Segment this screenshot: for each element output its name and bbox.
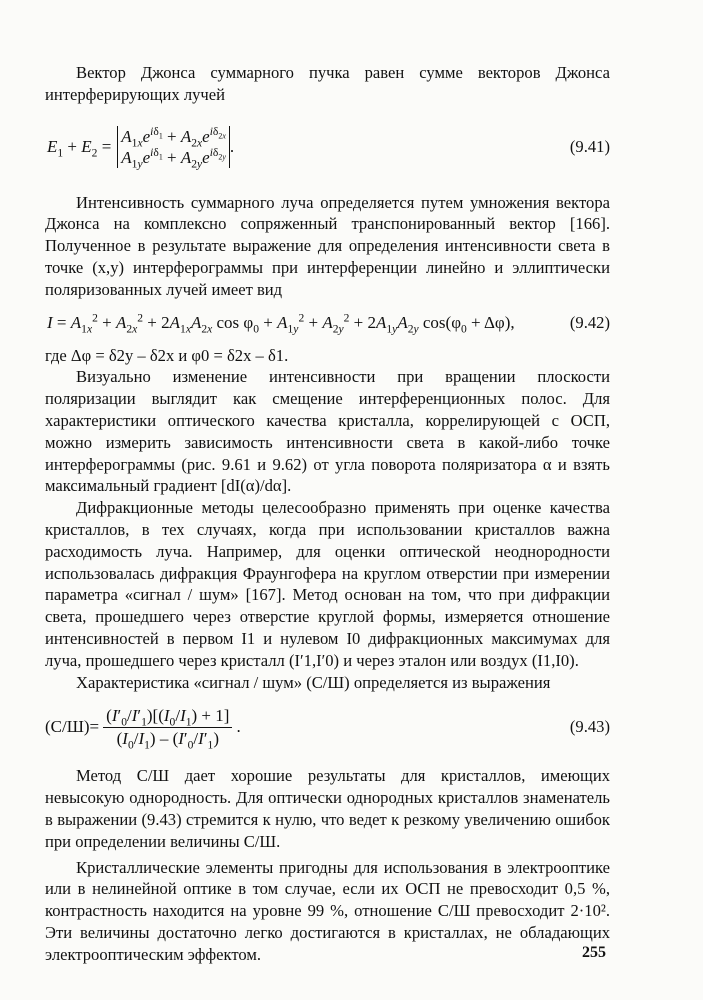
page-body [45, 62, 610, 966]
paragraph-snr-method: Метод С/Ш дает хорошие результаты для кристаллов, имеющих невысокую однородность. Для оптически однородных кристаллов знаменатель в выражении (9.43) стремится к нулю, что ведет к резкому увеличению ошибок при определении величины С/Ш. [45, 766, 610, 851]
paragraph-where-delta: где Δφ = δ2y – δ2x и φ0 = δ2x – δ1. [45, 345, 289, 365]
equation-9-43: (С/Ш) = $\frac{(I'_0/I'_1)[(I_0/I_1) + 1]}{(I_0/I_1) - (I'_0/I'_1)}$ . (9.43) [45, 705, 610, 752]
jones-vector-matrix: $A_{1x}e^{i\delta_1} + A_{2x}e^{i\delta_{2x}}$ $A_{1y}e^{i\delta_1} + A_{2y}e^{i\delta_{2y}}$ [117, 126, 230, 168]
paragraph-crystal-elements: Кристаллические элементы пригодны для использования в электрооптике или в нелинейной оптике в том случае, если их ОСП не превосходит 0,5 %, контрастность находится на уровне 99 %, отношение С/Ш превосходит 2·10². Эти величины достаточно легко достигаются в кристаллах, не обладающих электрооптическим эффектом. [45, 857, 610, 964]
snr-fraction: $\frac{(I'_0/I'_1)[(I_0/I_1) + 1]}{(I_0/I_1) - (I'_0/I'_1)}$ [103, 707, 232, 748]
paragraph-snr: Характеристика «сигнал / шум» (С/Ш) определяется из выражения [76, 672, 551, 692]
paragraph-intensity: Интенсивность суммарного луча определяется путем умножения вектора Джонса на комплексно сопряженный транспонированный вектор [166]. Полученное в результате выражение для определения интенсивности света в точке (x,y) интерферограммы при интерференции линейно и эллиптически поляризованных лучей имеет вид [45, 192, 610, 299]
paragraph-jones-vector: Вектор Джонса суммарного пучка равен сумме векторов Джонса интерферирующих лучей [45, 63, 610, 104]
equation-number: (9.41) [569, 136, 610, 156]
equation-number: (9.43) [569, 717, 610, 737]
page-number: 255 [582, 944, 606, 961]
snr-label: (С/Ш) [45, 717, 90, 737]
equation-9-41: $E_1 + E_2$ = $A_{1x}e^{i\delta_1} + A_{2x}e^{i\delta_{2x}}$ $A_{1y}e^{i\delta_1} + A_{2y}e^{i\delta_{2y}}$ . (9.41) [47, 124, 610, 170]
equation-9-42: $I = A_{1x}^2 + A_{2x}^2 + 2A_{1x}A_{2x}$ $\cos \varphi_0 + A_{1y}^2 + A_{2y}^2 + 2A_{1y}A_{2y}$ $\cos(\varphi_0 + \Delta\varphi)$, (9.42) [47, 311, 610, 336]
paragraph-diffraction: Дифракционные методы целесообразно применять при оценке качества кристаллов, в тех случаях, когда при использовании кристаллов важна расходимость луча. Например, для оценки оптической неоднородности использовалась дифракция Фраунгофера на круглом отверстии при измерении параметра «сигнал / шум» [167]. Метод основан на том, что при дифракции света, прошедшего через отверстие круглой формы, измеряется отношение интенсивностей в первом I1 и нулевом I0 дифракционных максимумах для луча, прошедшего через кристалл (I′1,I′0) и через эталон или воздух (I1,I0). [45, 498, 610, 670]
equation-number: (9.42) [569, 312, 610, 332]
paragraph-visual-change: Визуально изменение интенсивности при вращении плоскости поляризации выглядит как смещение интерференционных полос. Для характеристики оптического качества кристалла, коррелирующей с ОСП, можно измерить зависимость интенсивности света в какой-либо точке интерферограммы (рис. 9.61 и 9.62) от угла поворота поляризатора α и взять максимальный градиент [dI(α)/dα]. [45, 367, 610, 496]
